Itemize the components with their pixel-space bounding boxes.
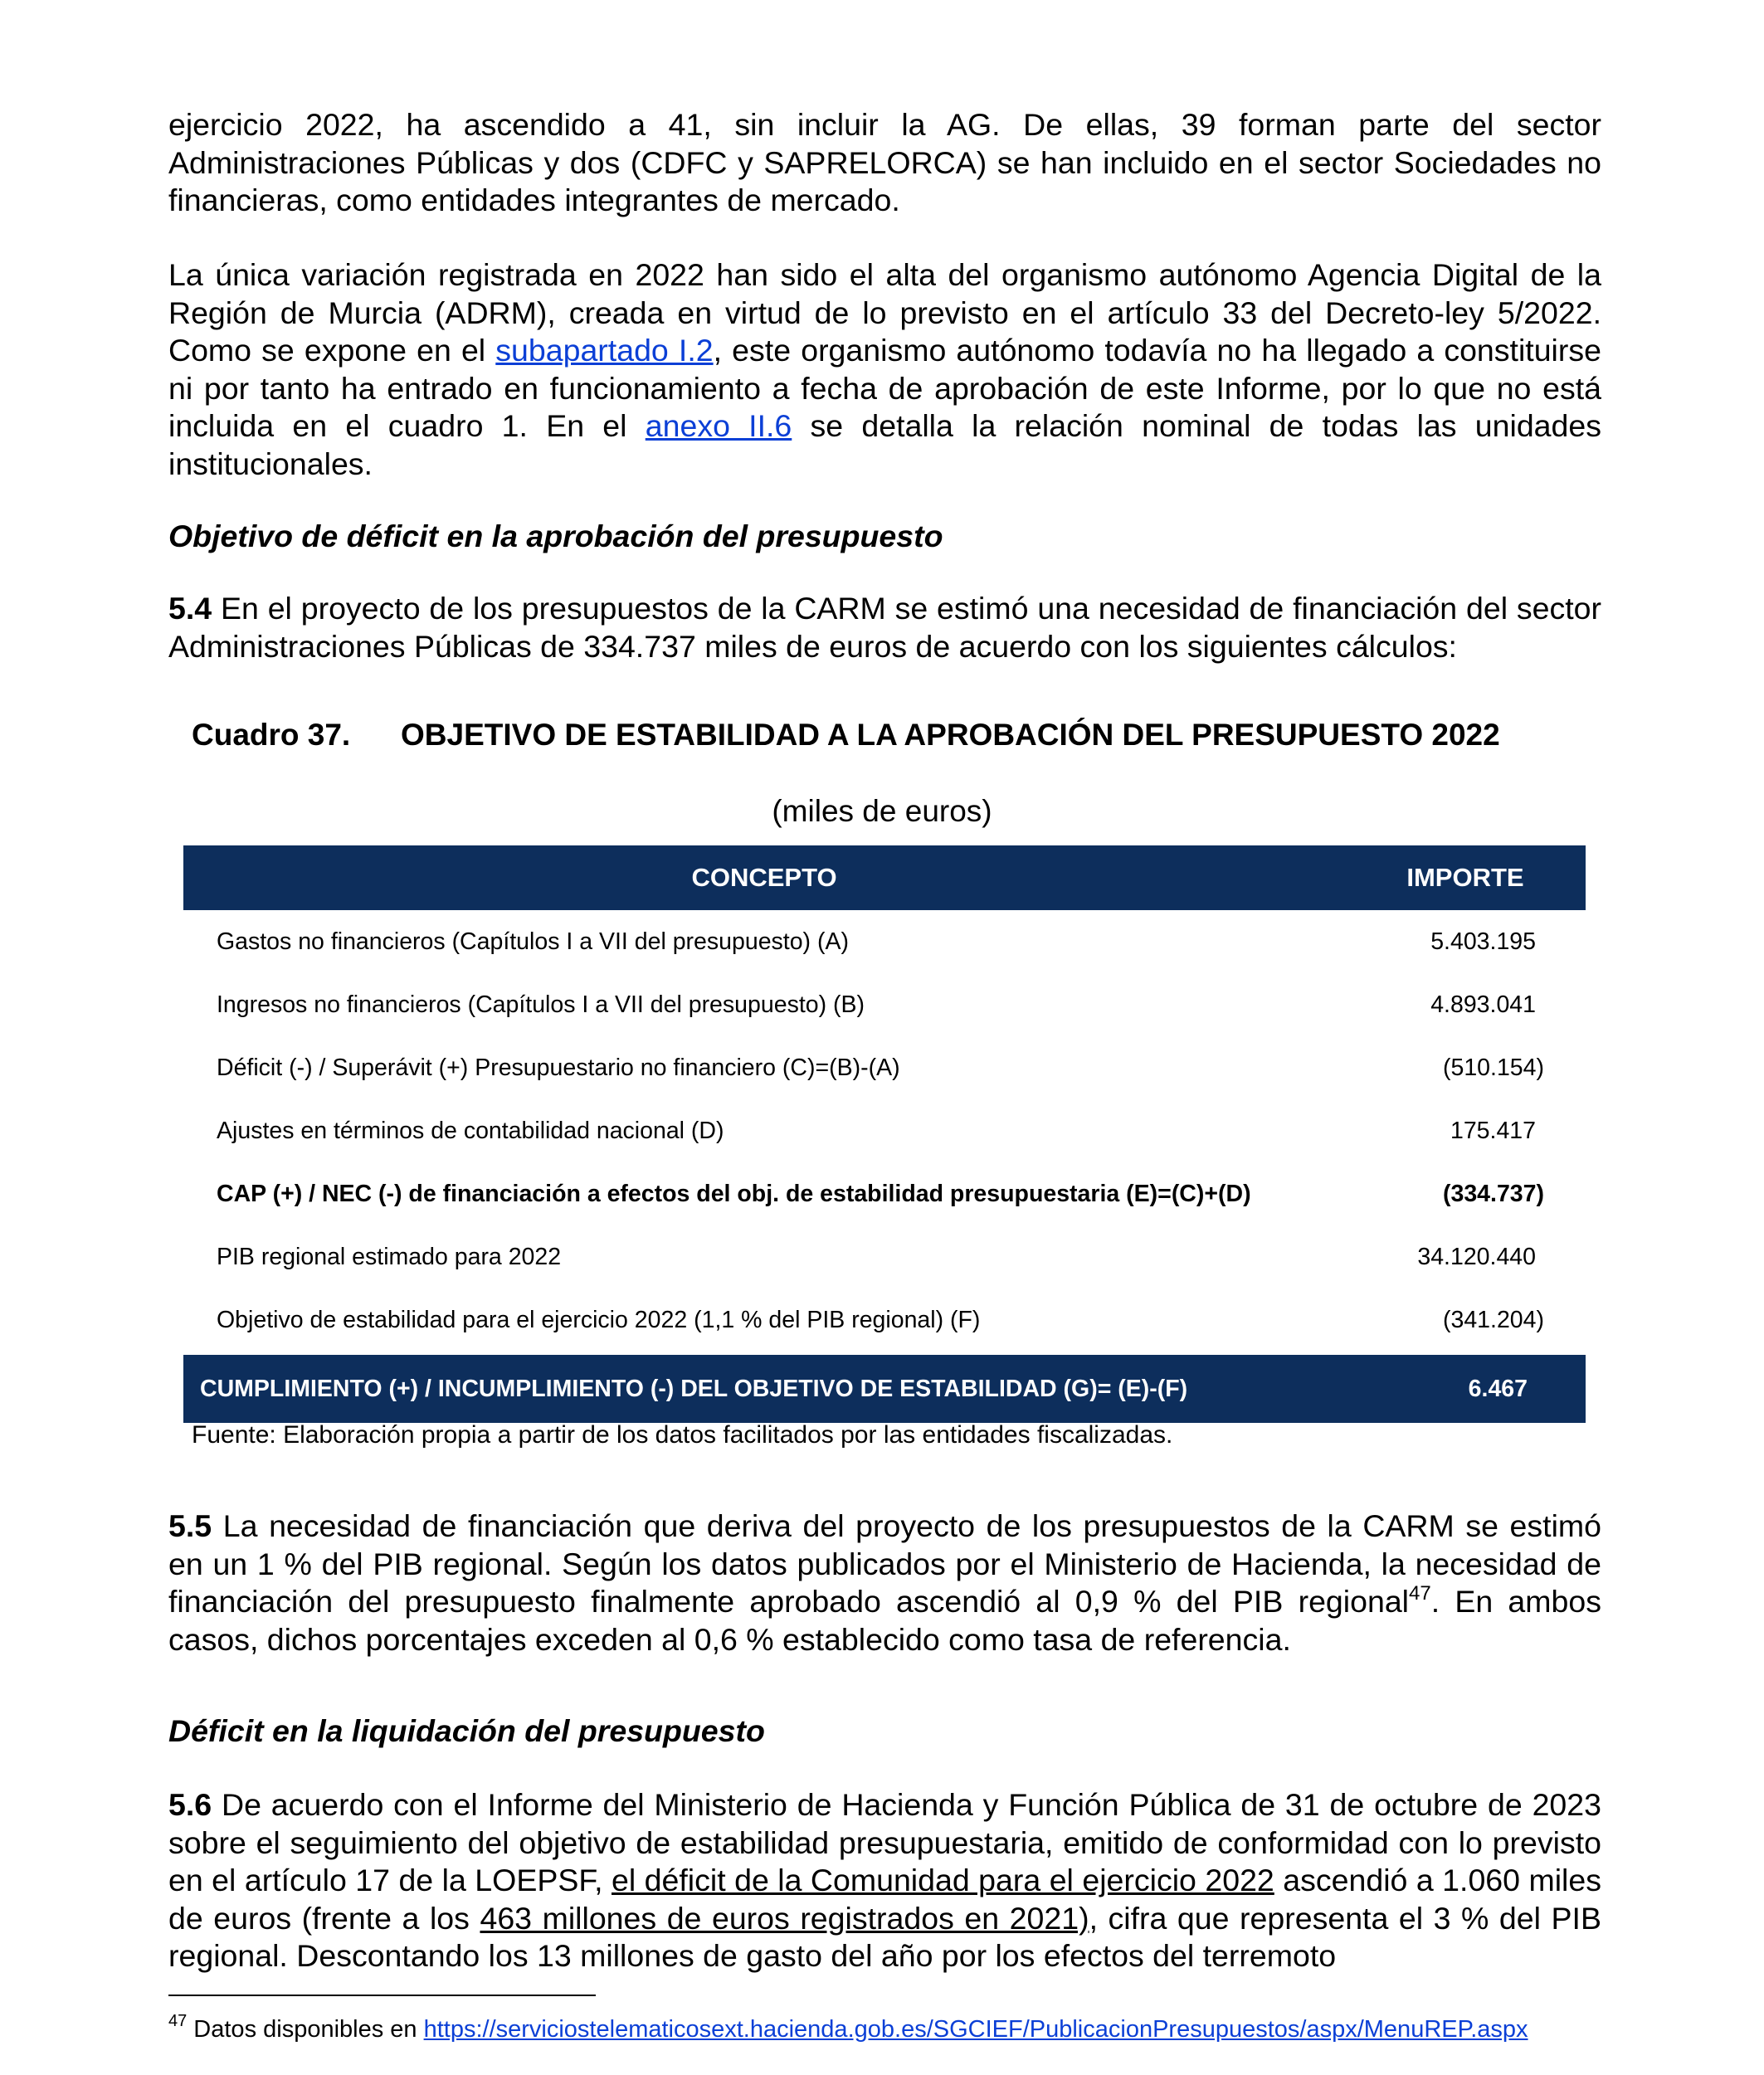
section-heading-deficit-approval: Objetivo de déficit en la aprobación del presupuesto — [168, 519, 943, 553]
table-row: Ingresos no financieros (Capítulos I a VII del presupuesto) (B) 4.893.041 — [217, 991, 1536, 1018]
table-source: Fuente: Elaboración propia a partir de los datos facilitados por las entidades fiscalizadas. — [192, 1421, 1173, 1449]
footnote-url-link[interactable]: https://serviciostelematicosext.hacienda.gob.es/SGCIEF/PublicacionPresupuestos/aspx/MenuREP.aspx — [423, 2016, 1528, 2043]
section-heading-deficit-liquidation: Déficit en la liquidación del presupuesto — [168, 1713, 765, 1748]
table-row: PIB regional estimado para 2022 34.120.440 — [217, 1244, 1536, 1270]
table-caption: Cuadro 37. OBJETIVO DE ESTABILIDAD A LA APROBACIÓN DEL PRESUPUESTO 2022 — [192, 718, 1500, 752]
paragraph-entities-count: ejercicio 2022, ha ascendido a 41, sin incluir la AG. De ellas, 39 forman parte del sector Administraciones Públicas y dos (CDFC y SAPRELORCA) se han incluido en el sector Sociedades no financieras, como entidades integrantes de mercado. — [168, 107, 1601, 217]
table-units: (miles de euros) — [772, 794, 992, 828]
header-concept: CONCEPTO — [691, 863, 837, 892]
table-row: Ajustes en términos de contabilidad nacional (D) 175.417 — [217, 1118, 1536, 1144]
paragraph-5-4: 5.4 En el proyecto de los presupuestos de la CARM se estimó una necesidad de financiación del sector Administraciones Públicas de 334.737 miles de euros de acuerdo con los siguientes cálculos: — [168, 591, 1601, 664]
footnote-divider — [168, 1995, 596, 1996]
footnote-47: $^{47}$ Datos disponibles en https://serviciostelematicosext.hacienda.gob.es/SGCIEF/PublicacionPresupuestos/aspx/MenuREP.aspx — [168, 2012, 1528, 2043]
anexo-link[interactable]: anexo II.6 — [645, 408, 792, 443]
table-header — [183, 845, 1586, 910]
paragraph-adrm: La única variación registrada en 2022 han sido el alta del organismo autónomo Agencia Digital de la Región de Murcia (ADRM), creada en virtud de lo previsto en el artículo 33 del Decreto-ley 5/2022. Como se expone en el subapartado I.2, este organismo autónomo todavía no ha llegado a constituirse ni por tanto ha entrado en funcionamiento a fecha de aprobación de este Informe, por lo que no está incluida en el cuadro 1. En el anexo II.6 se detalla la relación nominal de todas las unidades institucionales. — [168, 257, 1601, 481]
paragraph-5-5: 5.5 La necesidad de financiación que deriva del proyecto de los presupuestos de la CARM se estimó en un 1 % del PIB regional. Según los datos publicados por el Ministerio de Hacienda, la necesidad de financiación del presupuesto finalmente aprobado ascendió al 0,9 % del PIB regional$^{47}$. En ambos casos, dichos porcentajes exceden al 0,6 % establecido como tasa de referencia. — [168, 1508, 1601, 1657]
table-total-row: CUMPLIMIENTO (+) / INCUMPLIMIENTO (-) DEL OBJETIVO DE ESTABILIDAD (G)= (E)-(F) 6.467 — [183, 1355, 1586, 1423]
table-row: Objetivo de estabilidad para el ejercicio 2022 (1,1 % del PIB regional) (F) (341.204) — [217, 1307, 1544, 1333]
table-row: Déficit (-) / Superávit (+) Presupuestario no financiero (C)=(B)-(A) (510.154) — [217, 1055, 1544, 1081]
subapartado-link[interactable]: subapartado I.2 — [495, 333, 714, 368]
table-row: CAP (+) / NEC (-) de financiación a efectos del obj. de estabilidad presupuestaria (E)=(C)+(D) (334.737) — [217, 1181, 1544, 1207]
footnote-ref-47[interactable]: 47 — [1409, 1581, 1431, 1605]
paragraph-5-6: 5.6 De acuerdo con el Informe del Ministerio de Hacienda y Función Pública de 31 de octubre de 2023 sobre el seguimiento del objetivo de estabilidad presupuestaria, emitido de conformidad con lo previsto en el artículo 17 de la LOEPSF, el déficit de la Comunidad para el ejercicio 2022 ascendió a 1.060 miles de euros (frente a los 463 millones de euros registrados en 2021), cifra que representa el 3 % del PIB regional. Descontando los 13 millones de gasto del año por los efectos del terremoto — [168, 1787, 1601, 1973]
table-row: Gastos no financieros (Capítulos I a VII del presupuesto) (A) 5.403.195 — [217, 928, 1536, 955]
header-amount: IMPORTE — [1406, 863, 1524, 892]
stability-table — [183, 845, 1586, 1423]
